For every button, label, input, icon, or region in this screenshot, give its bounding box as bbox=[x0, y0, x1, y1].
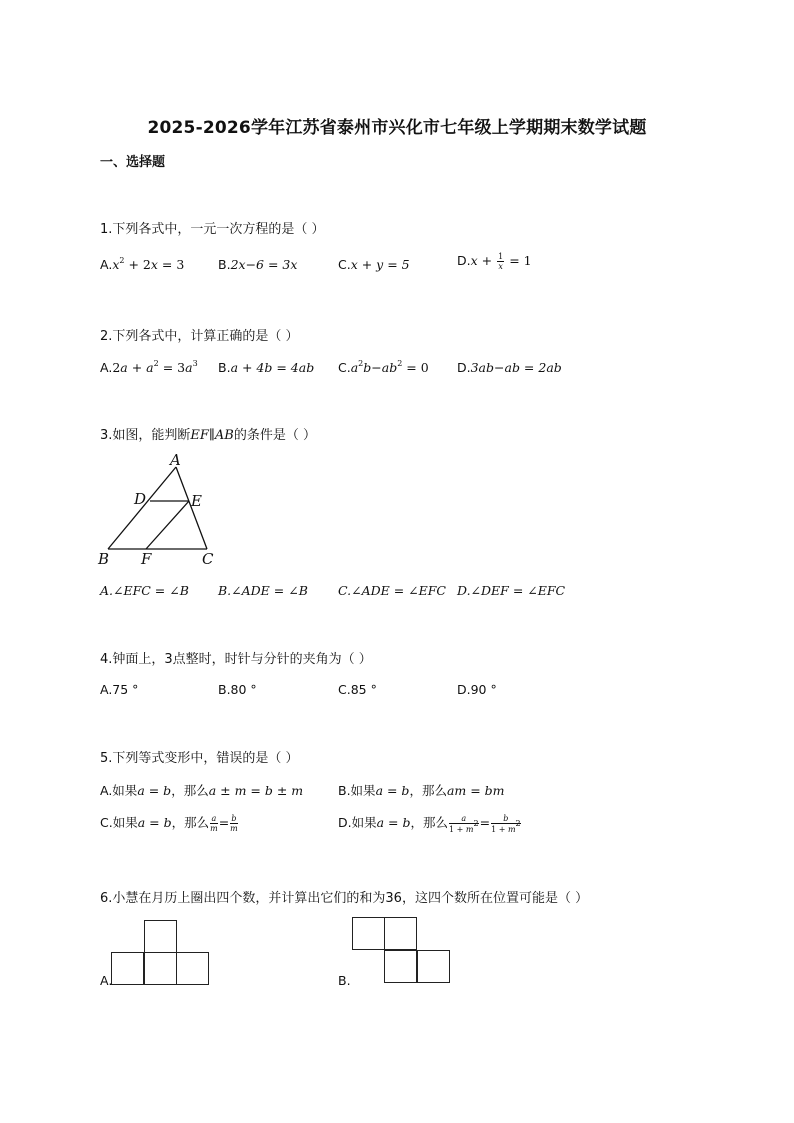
q5-option-c[interactable] bbox=[100, 813, 239, 833]
q1-option-d[interactable] bbox=[457, 252, 532, 271]
q1-option-d-math: x + $\frac{1}{x}$ = 1 bbox=[470, 252, 532, 271]
label-point-e: E bbox=[191, 492, 202, 510]
q2-option-c[interactable] bbox=[338, 360, 429, 375]
q5-option-b[interactable] bbox=[338, 781, 505, 799]
q5-option-b-pre: B.如果 bbox=[338, 783, 376, 798]
q5-option-a-result: a ± m = b ± m bbox=[208, 783, 304, 798]
q5-option-b-cond: a = b bbox=[375, 783, 410, 798]
grid-cell bbox=[384, 917, 417, 950]
q4-option-b[interactable]: B.80 ° bbox=[218, 682, 257, 697]
q1-option-c[interactable] bbox=[338, 257, 410, 272]
q5-option-c-result: $\frac{a}{m}$ = $\frac{b}{m}$ bbox=[210, 814, 238, 833]
segment-ab bbox=[108, 467, 176, 549]
q4-option-c[interactable]: C.85 ° bbox=[338, 682, 377, 697]
q5-option-b-mid: ，那么 bbox=[409, 783, 447, 798]
q4-option-d[interactable]: D.90 ° bbox=[457, 682, 497, 697]
q1-option-b[interactable] bbox=[218, 257, 297, 272]
q5-option-b-result: am = bm bbox=[446, 783, 505, 798]
q2-option-a-label: A. bbox=[100, 360, 113, 375]
q5-option-d-pre: D.如果 bbox=[338, 815, 377, 830]
q5-option-d-cond: a = b bbox=[376, 815, 411, 830]
q5-option-a-cond: a = b bbox=[137, 783, 172, 798]
q5-option-a-mid: ，那么 bbox=[171, 783, 209, 798]
page-title: 2025-2026学年江苏省泰州市兴化市七年级上学期期末数学试题 bbox=[147, 118, 647, 138]
grid-cell bbox=[111, 952, 144, 985]
section-heading: 一、选择题 bbox=[100, 155, 166, 170]
q3-option-c[interactable]: C.∠ADE = ∠EFC bbox=[338, 583, 446, 598]
question-1-stem: 1.下列各式中，一元一次方程的是（ ） bbox=[100, 222, 325, 237]
q5-option-d-mid: ，那么 bbox=[410, 815, 448, 830]
grid-cell bbox=[417, 950, 450, 983]
q3-stem-pre: 3.如图，能判断 bbox=[100, 428, 191, 443]
q4-option-a[interactable]: A.75 ° bbox=[100, 682, 139, 697]
q3-option-a[interactable]: A.∠EFC = ∠B bbox=[100, 583, 189, 598]
q2-option-a[interactable] bbox=[100, 360, 198, 375]
q5-option-d[interactable] bbox=[338, 813, 522, 834]
q5-option-c-pre: C.如果 bbox=[100, 815, 138, 830]
q1-option-b-math: 2x−6 = 3x bbox=[230, 257, 298, 272]
q5-option-a[interactable] bbox=[100, 781, 303, 799]
q5-option-d-result: $\frac{a}{1 + m^2}$ = $\frac{b}{1 + m^2}$ bbox=[449, 813, 521, 834]
grid-cell bbox=[144, 952, 177, 985]
question-6-stem: 6.小慧在月历上圈出四个数，并计算出它们的和为36，这四个数所在位置可能是（ ） bbox=[100, 891, 589, 906]
q1-option-a-label: A. bbox=[100, 257, 113, 272]
label-point-d: D bbox=[134, 490, 147, 508]
q1-option-c-math: x + y = 5 bbox=[350, 257, 410, 272]
q2-option-a-math: $2a + a^2 = 3a^3$ bbox=[112, 359, 198, 375]
q2-option-c-math: $a^2b-ab^2 = 0$ bbox=[350, 359, 429, 375]
q3-stem-math: EF∥AB bbox=[190, 428, 234, 443]
question-2-stem: 2.下列各式中，计算正确的是（ ） bbox=[100, 329, 299, 344]
q6-option-a-label[interactable]: A. bbox=[100, 973, 113, 988]
grid-cell bbox=[384, 950, 417, 983]
segment-ef bbox=[146, 501, 189, 549]
q2-option-b-math: a + 4b = 4ab bbox=[230, 360, 315, 375]
q3-option-b[interactable]: B.∠ADE = ∠B bbox=[218, 583, 308, 598]
label-point-f: F bbox=[141, 550, 152, 568]
q5-option-a-pre: A.如果 bbox=[100, 783, 138, 798]
label-point-b: B bbox=[98, 550, 110, 568]
q2-option-d[interactable] bbox=[457, 360, 562, 375]
q2-option-d-math: 3ab−ab = 2ab bbox=[470, 360, 562, 375]
q5-option-c-mid: ，那么 bbox=[171, 815, 210, 830]
q6-option-b-label[interactable]: B. bbox=[338, 973, 351, 988]
q2-option-b[interactable] bbox=[218, 360, 314, 375]
label-point-a: A bbox=[170, 451, 181, 469]
q3-option-d[interactable]: D.∠DEF = ∠EFC bbox=[457, 583, 566, 598]
q3-triangle-figure bbox=[95, 450, 225, 572]
grid-cell bbox=[352, 917, 385, 950]
grid-cell bbox=[144, 920, 177, 953]
q1-option-a-math: $x^2 + 2x = 3$ bbox=[112, 256, 185, 272]
question-4-stem: 4.钟面上，3点整时，时针与分针的夹角为（ ） bbox=[100, 652, 372, 667]
q2-option-c-label: C. bbox=[338, 360, 351, 375]
q2-option-d-label: D. bbox=[457, 360, 471, 375]
q2-option-b-label: B. bbox=[218, 360, 231, 375]
q5-option-c-cond: a = b bbox=[137, 815, 172, 830]
q1-option-c-label: C. bbox=[338, 257, 351, 272]
q1-option-a[interactable] bbox=[100, 257, 184, 272]
label-point-c: C bbox=[202, 550, 214, 568]
q1-option-b-label: B. bbox=[218, 257, 231, 272]
question-3-stem bbox=[100, 424, 316, 443]
grid-cell bbox=[176, 952, 209, 985]
question-5-stem: 5.下列等式变形中，错误的是（ ） bbox=[100, 751, 299, 766]
q1-option-d-label: D. bbox=[457, 253, 471, 268]
q3-stem-post: 的条件是（ ） bbox=[233, 428, 317, 443]
